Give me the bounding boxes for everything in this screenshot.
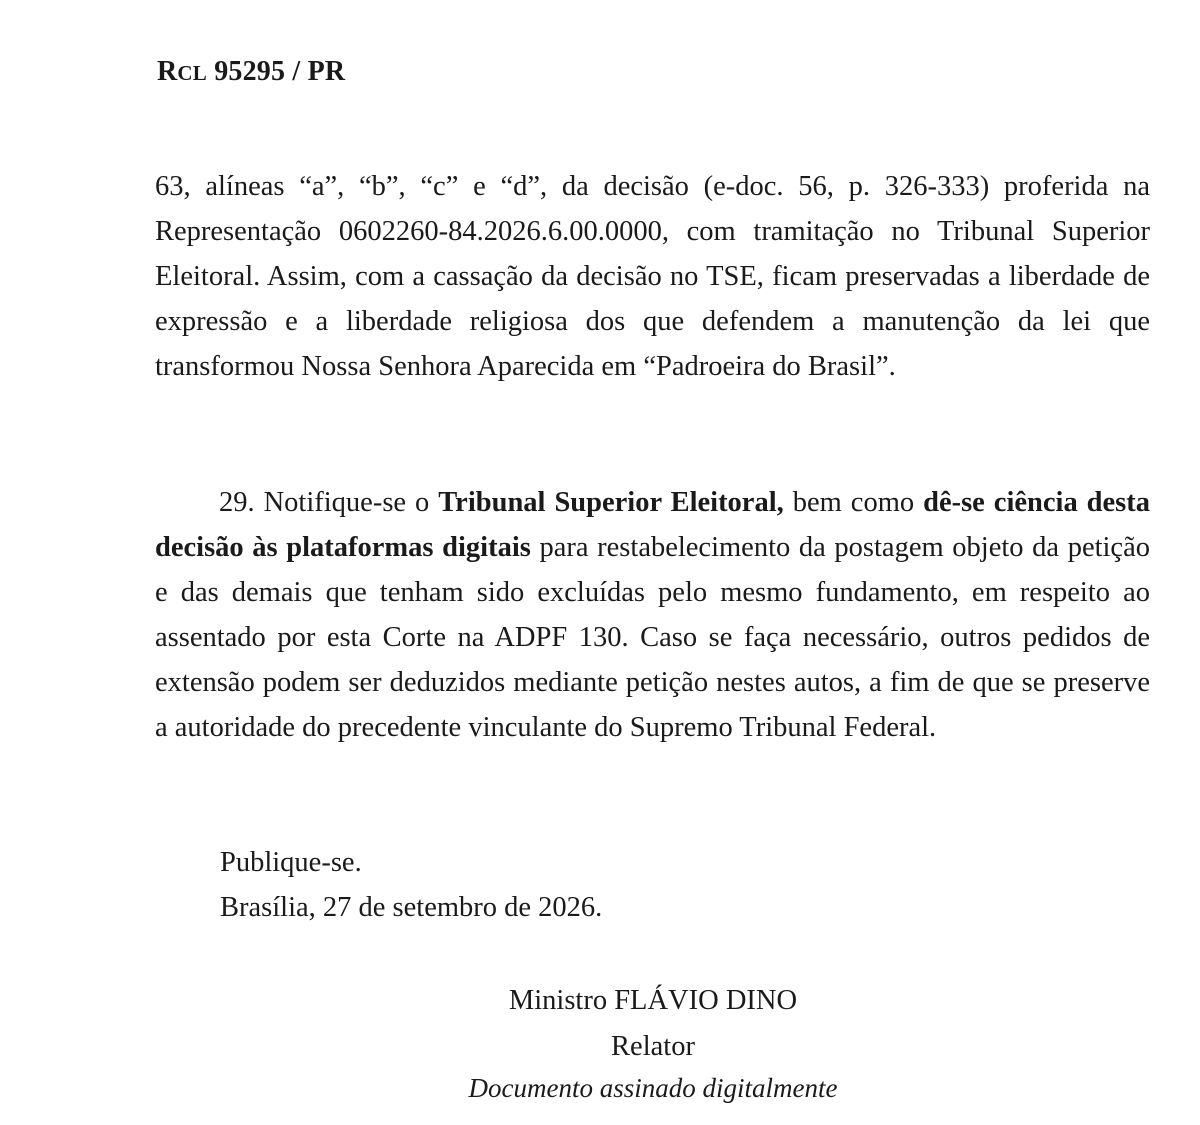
- paragraph-29-text-1: 29. Notifique-se o: [219, 487, 439, 518]
- case-prefix-rest: CL: [177, 61, 207, 85]
- place-date-line: Brasília, 27 de setembro de 2026.: [220, 892, 603, 923]
- publish-line: Publique-se.: [220, 847, 362, 878]
- paragraph-29-text-2: bem como: [783, 487, 924, 518]
- paragraph-continuation: 63, alíneas “a”, “b”, “c” e “d”, da decisão (e-doc. 56, p. 326-333) proferida na Representação 0602260-84.2026.6.00.0000, com tramitação no Tribunal Superior Eleitoral. Assim, com a cassação da decisão no TSE, ficam preservadas a liberdade de expressão e a liberdade religiosa dos que defendem a manutenção da lei que transformou Nossa Senhora Aparecida em “Padroeira do Brasil”.: [155, 171, 1150, 382]
- case-prefix-initial: R: [157, 56, 178, 87]
- signer-role: Relator: [611, 1031, 695, 1062]
- signer-name: Ministro FLÁVIO DINO: [508, 985, 798, 1016]
- paragraph-29-bold-ciencia: dê-se ciência desta decisão às plataformas digitais: [155, 487, 1151, 563]
- case-header: [157, 56, 345, 88]
- paragraph-29: [155, 480, 1150, 750]
- paragraph-29-text-3: para restabelecimento da postagem objeto da petição e das demais que tenham sido excluídas pelo mesmo fundamento, em respeito ao assentado por esta Corte na ADPF 130. Caso se faça necessário, outros pedidos de extensão podem ser deduzidos mediante petição nestes autos, a fim de que se preserve a autoridade do precedente vinculante do Supremo Tribunal Federal.: [155, 532, 1150, 743]
- case-number: 95295 / PR: [207, 56, 346, 87]
- digital-signature-note: Documento assinado digitalmente: [468, 1073, 838, 1103]
- paragraph-29-bold-tse: Tribunal Superior Eleitoral,: [438, 487, 784, 518]
